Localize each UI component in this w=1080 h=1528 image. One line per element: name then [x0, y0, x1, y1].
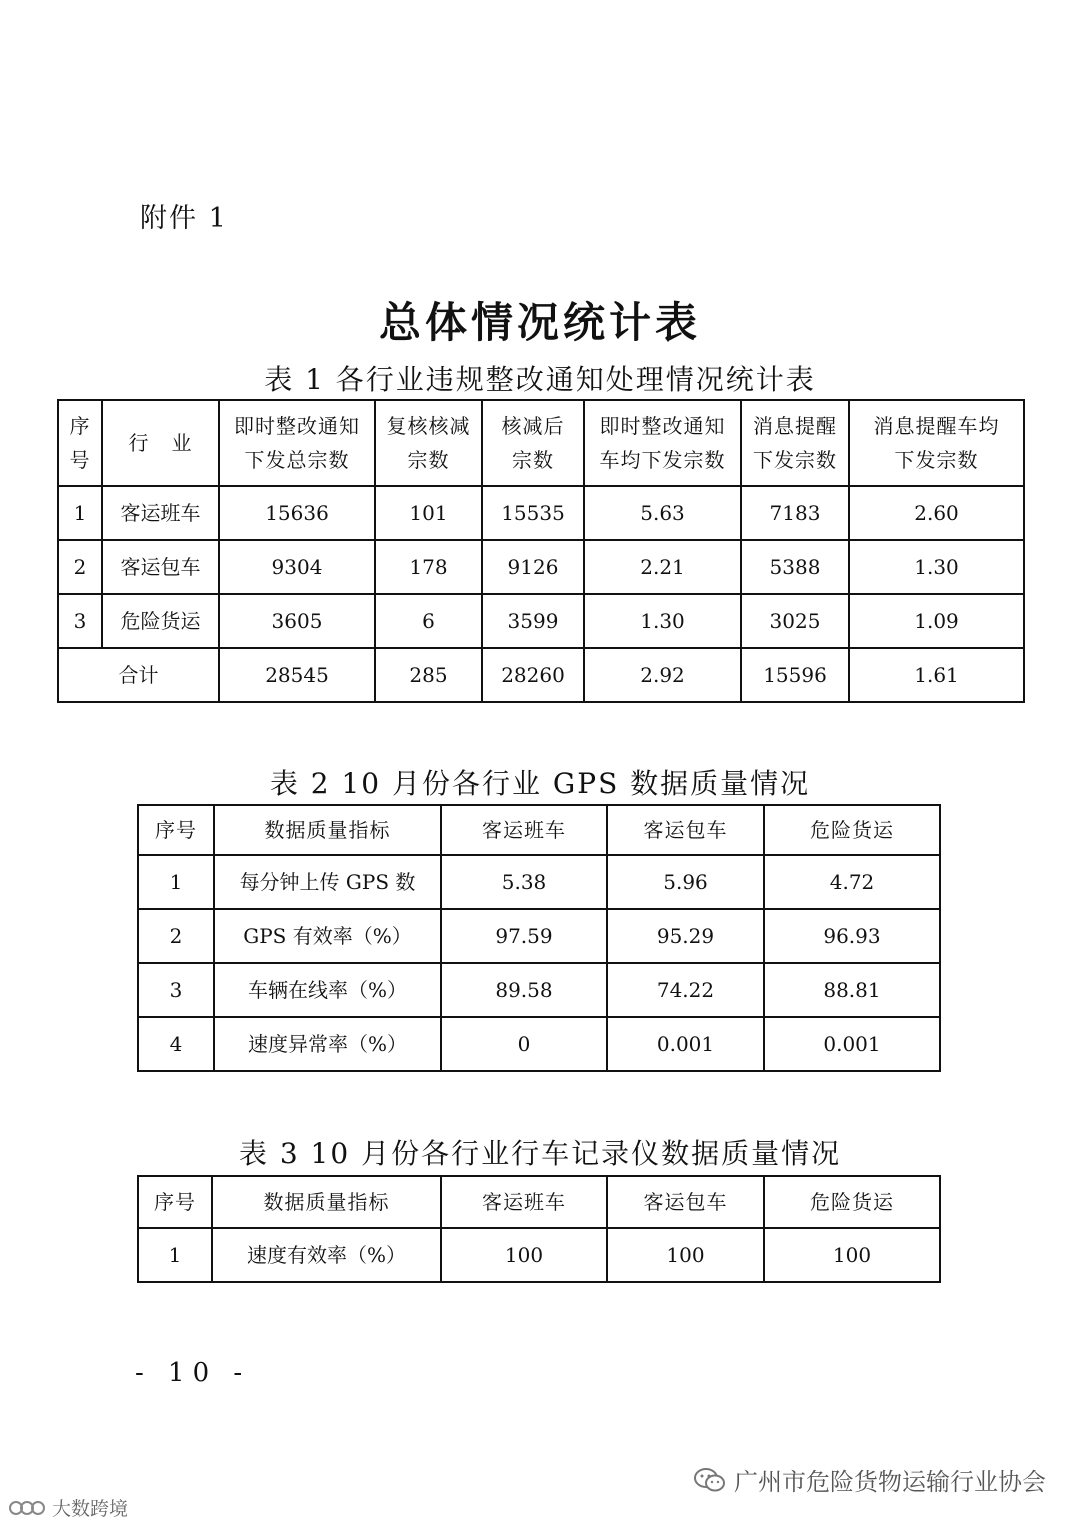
cell: 客运包车: [102, 540, 219, 594]
table3: [137, 1175, 941, 1283]
table1: [57, 399, 1025, 703]
cell: 1: [138, 855, 214, 909]
cell: 101: [375, 486, 482, 540]
attachment-label: 附件 1: [140, 203, 228, 234]
table-row: [58, 594, 1024, 648]
cell: 0.001: [607, 1017, 764, 1071]
cell: 95.29: [607, 909, 764, 963]
table2-header-cell: 序号: [138, 805, 214, 855]
table-row: [138, 909, 940, 963]
cell: 2: [138, 909, 214, 963]
cell: 89.58: [441, 963, 607, 1017]
cell: 1: [138, 1228, 212, 1282]
table3-header-row: [138, 1176, 940, 1228]
watermark-brand: [8, 1494, 128, 1521]
table2-header-cell: 客运包车: [607, 805, 764, 855]
cell: 3599: [482, 594, 584, 648]
table2: [137, 804, 941, 1072]
table1-header-cell: 即时整改通知 车均下发宗数: [584, 400, 741, 486]
table-row: [138, 963, 940, 1017]
cell: 4.72: [764, 855, 940, 909]
cell: 2.60: [849, 486, 1024, 540]
cell: 7183: [741, 486, 849, 540]
cell: 5.38: [441, 855, 607, 909]
cell: 28260: [482, 648, 584, 702]
table2-header-row: [138, 805, 940, 855]
cell: 1.30: [584, 594, 741, 648]
table-total-row: [58, 648, 1024, 702]
table3-caption: 表 3 10 月份各行业行车记录仪数据质量情况: [238, 1137, 842, 1170]
wechat-icon: [694, 1467, 726, 1493]
table3-header-cell: 客运班车: [441, 1176, 607, 1228]
table2-header-cell: 客运班车: [441, 805, 607, 855]
cell: 100: [607, 1228, 764, 1282]
table-row: [58, 486, 1024, 540]
cell: 1.61: [849, 648, 1024, 702]
cell: 3: [58, 594, 102, 648]
cell: 9304: [219, 540, 375, 594]
brand-icon: [8, 1498, 48, 1518]
watermark: [694, 1462, 1046, 1497]
cell: 97.59: [441, 909, 607, 963]
table1-caption: 表 1 各行业违规整改通知处理情况统计表: [264, 363, 816, 396]
cell: 9126: [482, 540, 584, 594]
cell: 2.21: [584, 540, 741, 594]
cell: 3605: [219, 594, 375, 648]
cell: 285: [375, 648, 482, 702]
cell: 客运班车: [102, 486, 219, 540]
table1-header-cell: 消息提醒 下发宗数: [741, 400, 849, 486]
cell: 0.001: [764, 1017, 940, 1071]
cell: 5.96: [607, 855, 764, 909]
cell: 5388: [741, 540, 849, 594]
cell: 4: [138, 1017, 214, 1071]
table3-header-cell: 数据质量指标: [212, 1176, 441, 1228]
table1-header-cell: 复核核减 宗数: [375, 400, 482, 486]
cell: 1.30: [849, 540, 1024, 594]
watermark-text: 广州市危险货物运输行业协会: [734, 1468, 1046, 1496]
cell: 96.93: [764, 909, 940, 963]
cell: 车辆在线率（%）: [214, 963, 441, 1017]
cell: 0: [441, 1017, 607, 1071]
cell: 100: [441, 1228, 607, 1282]
cell: 6: [375, 594, 482, 648]
table1-header-cell: 核减后 宗数: [482, 400, 584, 486]
cell: GPS 有效率（%）: [214, 909, 441, 963]
table1-header-cell: 消息提醒车均 下发宗数: [849, 400, 1024, 486]
cell: 1: [58, 486, 102, 540]
page-title: 总体情况统计表: [378, 298, 701, 347]
table1-header-cell: 即时整改通知 下发总宗数: [219, 400, 375, 486]
cell: 5.63: [584, 486, 741, 540]
cell: 每分钟上传 GPS 数: [214, 855, 441, 909]
cell: 15636: [219, 486, 375, 540]
table-row: [58, 540, 1024, 594]
cell: 28545: [219, 648, 375, 702]
cell: 15596: [741, 648, 849, 702]
table-row: [138, 1228, 940, 1282]
cell: 15535: [482, 486, 584, 540]
table3-header-cell: 序号: [138, 1176, 212, 1228]
table-row: [138, 1017, 940, 1071]
watermark-brand-text: 大数跨境: [52, 1498, 129, 1520]
cell: 74.22: [607, 963, 764, 1017]
table2-caption: 表 2 10 月份各行业 GPS 数据质量情况: [269, 767, 811, 800]
cell: 2.92: [584, 648, 741, 702]
cell: 1.09: [849, 594, 1024, 648]
total-label: 合计: [58, 648, 219, 702]
table-row: [138, 855, 940, 909]
table2-header-cell: 数据质量指标: [214, 805, 441, 855]
cell: 88.81: [764, 963, 940, 1017]
cell: 速度异常率（%）: [214, 1017, 441, 1071]
cell: 3: [138, 963, 214, 1017]
table1-header-cell: 行 业: [102, 400, 219, 486]
table3-header-cell: 危险货运: [764, 1176, 940, 1228]
cell: 速度有效率（%）: [212, 1228, 441, 1282]
cell: 3025: [741, 594, 849, 648]
cell: 2: [58, 540, 102, 594]
table2-header-cell: 危险货运: [764, 805, 940, 855]
table1-header-row: [58, 400, 1024, 486]
table3-header-cell: 客运包车: [607, 1176, 764, 1228]
cell: 危险货运: [102, 594, 219, 648]
table1-header-cell: 序 号: [58, 400, 102, 486]
page-number: - 10 -: [135, 1358, 251, 1388]
cell: 100: [764, 1228, 940, 1282]
cell: 178: [375, 540, 482, 594]
